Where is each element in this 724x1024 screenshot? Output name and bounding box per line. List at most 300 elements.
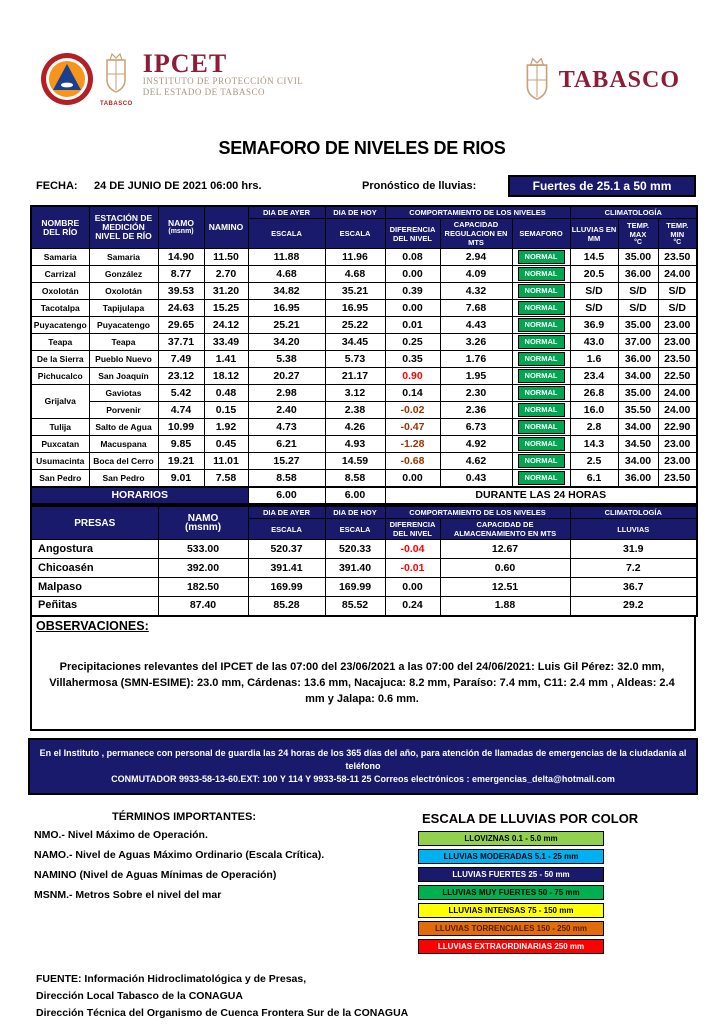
temp-max-cell: 35.00 <box>618 317 658 334</box>
escala-ayer-cell: 34.20 <box>248 334 325 351</box>
tabasco-crest-small <box>100 52 133 107</box>
temp-min-cell: 23.50 <box>658 249 697 266</box>
termino-item: NAMO.- Nivel de Aguas Máximo Ordinario (Escala Crítica). <box>34 848 325 861</box>
lluvia-cell: 1.6 <box>570 351 618 368</box>
semaforo-status-badge: NORMAL <box>518 284 565 298</box>
presa-escala-hoy-cell: 169.99 <box>325 578 385 597</box>
presa-capacidad-cell: 12.51 <box>440 578 570 597</box>
namo-cell: 14.90 <box>158 249 204 266</box>
termino-item: NMO.- Nivel Máximo de Operación. <box>34 828 208 841</box>
semaforo-status-badge: NORMAL <box>518 369 565 383</box>
observaciones-box <box>30 617 696 731</box>
escala-hoy-cell: 16.95 <box>325 300 385 317</box>
semaforo-status-badge: NORMAL <box>518 352 565 366</box>
river-row <box>31 317 697 334</box>
rain-scale-swatch: LLUVIAS FUERTES 25 - 50 mm <box>418 867 604 882</box>
namo-cell: 19.21 <box>158 453 204 470</box>
river-row <box>31 436 697 453</box>
presa-escala-hoy-cell: 520.33 <box>325 540 385 559</box>
diferencia-cell: 0.25 <box>385 334 440 351</box>
semaforo-cell <box>512 351 570 368</box>
river-name-cell: Teapa <box>31 334 89 351</box>
semaforo-cell <box>512 368 570 385</box>
escala-ayer-cell: 4.68 <box>248 266 325 283</box>
col-temp-min <box>658 219 697 249</box>
namino-cell: 11.50 <box>204 249 248 266</box>
namo-cell: 10.99 <box>158 419 204 436</box>
semaforo-cell <box>512 436 570 453</box>
presa-name-cell: Peñitas <box>31 597 158 616</box>
col-presas-capacidad: CAPACIDAD DE ALMACENAMIENTO EN MTS <box>440 519 570 540</box>
header-logos <box>0 49 724 128</box>
col-diferencia: DIFERENCIA DEL NIVEL <box>385 219 440 249</box>
col-presas-dia-ayer: DIA DE AYER <box>248 506 325 519</box>
rain-scale-swatch: LLUVIAS INTENSAS 75 - 150 mm <box>418 903 604 918</box>
station-cell: Gaviotas <box>89 385 158 402</box>
temp-min-cell: S/D <box>658 283 697 300</box>
escala-ayer-cell: 2.98 <box>248 385 325 402</box>
capacidad-cell: 2.94 <box>440 249 512 266</box>
presa-row <box>31 559 697 578</box>
namino-cell: 15.25 <box>204 300 248 317</box>
capacidad-cell: 0.43 <box>440 470 512 488</box>
escala-hoy-cell: 2.38 <box>325 402 385 419</box>
namino-cell: 33.49 <box>204 334 248 351</box>
river-name-cell: San Pedro <box>31 470 89 488</box>
river-row <box>31 351 697 368</box>
diferencia-cell: -1.28 <box>385 436 440 453</box>
escala-legend <box>418 831 718 954</box>
semaforo-status-badge: NORMAL <box>518 301 565 315</box>
river-name-cell: De la Sierra <box>31 351 89 368</box>
horarios-row <box>31 487 697 504</box>
namo-cell: 8.77 <box>158 266 204 283</box>
river-name-cell: Carrizal <box>31 266 89 283</box>
namo-cell: 4.74 <box>158 402 204 419</box>
col-escala-hoy: ESCALA <box>325 219 385 249</box>
namo-cell: 24.63 <box>158 300 204 317</box>
semaforo-status-badge: NORMAL <box>518 403 565 417</box>
temp-min-cell: 23.00 <box>658 436 697 453</box>
station-cell: González <box>89 266 158 283</box>
escala-hoy-cell: 4.68 <box>325 266 385 283</box>
pronostico-value-badge: Fuertes de 25.1 a 50 mm <box>508 175 696 197</box>
temp-min-cell: 23.50 <box>658 470 697 488</box>
ipcet-subtitle-line2: DEL ESTADO DE TABASCO <box>142 87 266 97</box>
capacidad-cell: 4.43 <box>440 317 512 334</box>
diferencia-cell: 0.00 <box>385 266 440 283</box>
pronostico-label: Pronóstico de lluvias: <box>362 180 477 192</box>
river-row <box>31 249 697 266</box>
station-cell: Pueblo Nuevo <box>89 351 158 368</box>
diferencia-cell: 0.35 <box>385 351 440 368</box>
diferencia-cell: -0.68 <box>385 453 440 470</box>
namo-cell: 9.01 <box>158 470 204 488</box>
semaforo-status-badge: NORMAL <box>518 335 565 349</box>
semaforo-status-badge: NORMAL <box>518 318 565 332</box>
escala-ayer-cell: 20.27 <box>248 368 325 385</box>
diferencia-cell: 0.08 <box>385 249 440 266</box>
escala-lluvias-block <box>418 811 718 957</box>
presa-lluvia-cell: 29.2 <box>570 597 697 616</box>
semaforo-cell <box>512 317 570 334</box>
semaforo-status-badge: NORMAL <box>518 420 565 434</box>
presa-lluvia-cell: 36.7 <box>570 578 697 597</box>
lluvia-cell: 43.0 <box>570 334 618 351</box>
fuente-block <box>36 971 724 1022</box>
horario-ayer: 6.00 <box>248 487 325 504</box>
temp-max-unit: °C <box>634 238 642 246</box>
river-name-cell: Tulija <box>31 419 89 436</box>
station-cell: Salto de Agua <box>89 419 158 436</box>
capacidad-cell: 7.68 <box>440 300 512 317</box>
ipcet-logo <box>40 49 304 107</box>
presa-escala-hoy-cell: 391.40 <box>325 559 385 578</box>
temp-min-cell: 23.00 <box>658 453 697 470</box>
rain-scale-swatch: LLOVIZNAS 0.1 - 5.0 mm <box>418 831 604 846</box>
escala-ayer-cell: 16.95 <box>248 300 325 317</box>
temp-max-cell: 36.00 <box>618 266 658 283</box>
namo-cell: 23.12 <box>158 368 204 385</box>
col-comportamiento: COMPORTAMIENTO DE LOS NIVELES <box>385 206 570 219</box>
temp-max-cell: S/D <box>618 283 658 300</box>
semaforo-status-badge: NORMAL <box>518 267 565 281</box>
semaforo-status-badge: NORMAL <box>518 250 565 264</box>
temp-min-cell: 23.00 <box>658 317 697 334</box>
namino-cell: 18.12 <box>204 368 248 385</box>
namo-unit: (msnm) <box>168 228 194 235</box>
col-capacidad: CAPACIDAD REGULACION EN MTS <box>440 219 512 249</box>
col-presas-namo <box>158 506 248 540</box>
temp-max-cell: S/D <box>618 300 658 317</box>
diferencia-cell: 0.39 <box>385 283 440 300</box>
presa-namo-cell: 182.50 <box>158 578 248 597</box>
col-namino: NAMINO <box>204 206 248 249</box>
presa-escala-hoy-cell: 85.52 <box>325 597 385 616</box>
col-presas: PRESAS <box>31 506 158 540</box>
escala-hoy-cell: 35.21 <box>325 283 385 300</box>
station-cell: San Pedro <box>89 470 158 488</box>
river-name-cell: Usumacinta <box>31 453 89 470</box>
lluvia-cell: 16.0 <box>570 402 618 419</box>
temp-min-cell: 24.00 <box>658 402 697 419</box>
river-name-cell: Samaria <box>31 249 89 266</box>
col-presas-escala-ayer: ESCALA <box>248 519 325 540</box>
observaciones-title: OBSERVACIONES: <box>36 618 149 633</box>
tabasco-logo <box>521 56 680 104</box>
escala-title: ESCALA DE LLUVIAS POR COLOR <box>422 810 639 826</box>
presa-escala-ayer-cell: 391.41 <box>248 559 325 578</box>
fecha-label: FECHA: <box>36 180 78 192</box>
namino-cell: 7.58 <box>204 470 248 488</box>
tabasco-crest-icon <box>521 56 553 104</box>
river-name-cell: Oxolotán <box>31 283 89 300</box>
rain-scale-swatch: LLUVIAS EXTRAORDINARIAS 250 mm <box>418 939 604 954</box>
station-cell: Boca del Cerro <box>89 453 158 470</box>
river-row <box>31 419 697 436</box>
page-title: SEMAFORO DE NIVELES DE RIOS <box>218 138 506 158</box>
temp-max-cell: 35.50 <box>618 402 658 419</box>
presa-lluvia-cell: 7.2 <box>570 559 697 578</box>
presa-row <box>31 540 697 559</box>
namino-cell: 2.70 <box>204 266 248 283</box>
col-presas-comportamiento: COMPORTAMIENTO DE LOS NIVELES <box>385 506 570 519</box>
escala-ayer-cell: 11.88 <box>248 249 325 266</box>
semaforo-status-badge: NORMAL <box>518 437 565 451</box>
namino-cell: 0.45 <box>204 436 248 453</box>
ipcet-subtitle-line1: INSTITUTO DE PROTECCIÓN CIVIL <box>142 76 304 86</box>
lluvia-cell: 26.8 <box>570 385 618 402</box>
capacidad-cell: 4.62 <box>440 453 512 470</box>
presa-name-cell: Chicoasén <box>31 559 158 578</box>
rivers-header-group-row <box>31 206 697 219</box>
temp-min-unit: °C <box>673 238 682 246</box>
semaforo-cell <box>512 334 570 351</box>
semaforo-cell <box>512 453 570 470</box>
river-row <box>31 266 697 283</box>
temp-max-cell: 34.00 <box>618 368 658 385</box>
terminos-title: TÉRMINOS IMPORTANTES: <box>111 810 256 823</box>
rain-scale-swatch: LLUVIAS MODERADAS 5.1 - 25 mm <box>418 849 604 864</box>
capacidad-cell: 4.92 <box>440 436 512 453</box>
river-name-cell: Puyacatengo <box>31 317 89 334</box>
fuente-line1: FUENTE: Información Hidroclimatológica y de Presas, <box>36 972 307 985</box>
namo-cell: 7.49 <box>158 351 204 368</box>
semaforo-cell <box>512 402 570 419</box>
date-forecast-row <box>36 175 696 197</box>
namino-cell: 0.15 <box>204 402 248 419</box>
ipcet-wordmark <box>142 49 304 98</box>
presa-namo-cell: 533.00 <box>158 540 248 559</box>
fecha-value: 24 DE JUNIO DE 2021 06:00 hrs. <box>94 180 262 192</box>
tabasco-wordmark: TABASCO <box>558 66 680 93</box>
river-row <box>31 283 697 300</box>
bottom-section <box>34 811 724 957</box>
namo-cell: 39.53 <box>158 283 204 300</box>
escala-ayer-cell: 15.27 <box>248 453 325 470</box>
presa-diferencia-cell: 0.24 <box>385 597 440 616</box>
termino-item: NAMINO (Nivel de Aguas Mínimas de Operación) <box>34 868 277 881</box>
namino-cell: 1.41 <box>204 351 248 368</box>
lluvia-cell: 14.3 <box>570 436 618 453</box>
temp-max-cell: 35.00 <box>618 385 658 402</box>
lluvia-cell: 2.8 <box>570 419 618 436</box>
observaciones-text: Precipitaciones relevantes del IPCET de las 07:00 del 23/06/2021 a las 07:00 del 24/06/2021: Luis Gil Pérez: 32.0 mm, Villahermosa (SMN-ESIME): 23.0 mm, Cárdenas: 13.6 mm, Nacajuca: 8.2 mm, Paraíso: 7.4 mm, C11: 2.4 mm , Aldeas: 2.4 mm y Jalapa: 0.6 mm. <box>49 660 675 705</box>
presa-row <box>31 578 697 597</box>
escala-hoy-cell: 4.93 <box>325 436 385 453</box>
capacidad-cell: 3.26 <box>440 334 512 351</box>
semaforo-cell <box>512 419 570 436</box>
station-cell: Teapa <box>89 334 158 351</box>
lluvia-cell: 6.1 <box>570 470 618 488</box>
contact-banner <box>28 738 698 795</box>
presa-namo-cell: 87.40 <box>158 597 248 616</box>
diferencia-cell: 0.90 <box>385 368 440 385</box>
horario-24h: DURANTE LAS 24 HORAS <box>385 487 697 504</box>
semaforo-cell <box>512 470 570 488</box>
station-cell: Porvenir <box>89 402 158 419</box>
river-row <box>31 368 697 385</box>
presa-name-cell: Angostura <box>31 540 158 559</box>
station-cell: Tapijulapa <box>89 300 158 317</box>
lluvia-cell: 23.4 <box>570 368 618 385</box>
namo-cell: 5.42 <box>158 385 204 402</box>
escala-hoy-cell: 3.12 <box>325 385 385 402</box>
col-presas-diferencia: DIFERENCIA DEL NIVEL <box>385 519 440 540</box>
station-cell: Oxolotán <box>89 283 158 300</box>
terminos-list <box>34 829 404 901</box>
temp-min-cell: S/D <box>658 300 697 317</box>
escala-ayer-cell: 34.82 <box>248 283 325 300</box>
diferencia-cell: 0.14 <box>385 385 440 402</box>
lluvia-cell: 14.5 <box>570 249 618 266</box>
namo-cell: 29.65 <box>158 317 204 334</box>
temp-max-label: TEMP. MAX <box>627 220 649 239</box>
semaforo-status-badge: NORMAL <box>518 454 565 468</box>
terminos-block <box>34 811 404 957</box>
river-name-cell: Puxcatan <box>31 436 89 453</box>
capacidad-cell: 1.95 <box>440 368 512 385</box>
temp-min-cell: 22.50 <box>658 368 697 385</box>
namino-cell: 24.12 <box>204 317 248 334</box>
col-dia-ayer: DIA DE AYER <box>248 206 325 219</box>
tabasco-crest-small-icon <box>101 52 131 96</box>
col-namo <box>158 206 204 249</box>
rivers-table <box>30 205 698 505</box>
semaforo-cell <box>512 266 570 283</box>
semaforo-status-badge: NORMAL <box>518 386 565 400</box>
presas-namo-unit: (msnm) <box>184 522 222 533</box>
diferencia-cell: -0.47 <box>385 419 440 436</box>
escala-ayer-cell: 6.21 <box>248 436 325 453</box>
temp-min-cell: 24.00 <box>658 266 697 283</box>
semaforo-cell <box>512 385 570 402</box>
presa-lluvia-cell: 31.9 <box>570 540 697 559</box>
contact-line1: En el Instituto , permanece con personal de guardia las 24 horas de los 365 días del año, para atención de llamadas de emergencias de la ciudadanía al teléfono <box>39 747 687 771</box>
crest-caption: TABASCO <box>100 101 133 107</box>
temp-max-cell: 34.00 <box>618 419 658 436</box>
station-cell: San Joaquín <box>89 368 158 385</box>
namino-cell: 11.01 <box>204 453 248 470</box>
escala-hoy-cell: 34.45 <box>325 334 385 351</box>
capacidad-cell: 4.09 <box>440 266 512 283</box>
lluvia-cell: 20.5 <box>570 266 618 283</box>
escala-ayer-cell: 25.21 <box>248 317 325 334</box>
escala-hoy-cell: 14.59 <box>325 453 385 470</box>
presa-diferencia-cell: 0.00 <box>385 578 440 597</box>
station-cell: Macuspana <box>89 436 158 453</box>
river-row <box>31 453 697 470</box>
lluvia-cell: 2.5 <box>570 453 618 470</box>
presa-row <box>31 597 697 616</box>
lluvia-cell: 36.9 <box>570 317 618 334</box>
lluvia-cell: S/D <box>570 283 618 300</box>
semaforo-cell <box>512 249 570 266</box>
temp-min-cell: 23.50 <box>658 351 697 368</box>
col-nombre-rio: NOMBRE DEL RÍO <box>31 206 89 249</box>
rain-scale-swatch: LLUVIAS TORRENCIALES 150 - 250 mm <box>418 921 604 936</box>
presa-diferencia-cell: -0.04 <box>385 540 440 559</box>
escala-ayer-cell: 8.58 <box>248 470 325 488</box>
presa-namo-cell: 392.00 <box>158 559 248 578</box>
presa-capacidad-cell: 12.67 <box>440 540 570 559</box>
presas-header-group-row <box>31 506 697 519</box>
station-cell: Puyacatengo <box>89 317 158 334</box>
capacidad-cell: 6.73 <box>440 419 512 436</box>
presa-name-cell: Malpaso <box>31 578 158 597</box>
semaforo-status-badge: NORMAL <box>518 471 565 485</box>
capacidad-cell: 2.30 <box>440 385 512 402</box>
col-estacion: ESTACIÓN DE MEDICIÓN NIVEL DE RÍO <box>89 206 158 249</box>
presa-escala-ayer-cell: 520.37 <box>248 540 325 559</box>
escala-hoy-cell: 25.22 <box>325 317 385 334</box>
presa-escala-ayer-cell: 169.99 <box>248 578 325 597</box>
namino-cell: 1.92 <box>204 419 248 436</box>
col-presas-dia-hoy: DIA DE HOY <box>325 506 385 519</box>
ipcet-acronym: IPCET <box>142 49 228 78</box>
presa-escala-ayer-cell: 85.28 <box>248 597 325 616</box>
temp-max-cell: 34.00 <box>618 453 658 470</box>
horario-hoy: 6.00 <box>325 487 385 504</box>
station-cell: Samaria <box>89 249 158 266</box>
presa-capacidad-cell: 0.60 <box>440 559 570 578</box>
fuente-line2: Dirección Local Tabasco de la CONAGUA <box>36 989 243 1002</box>
namo-cell: 37.71 <box>158 334 204 351</box>
escala-hoy-cell: 5.73 <box>325 351 385 368</box>
presa-capacidad-cell: 1.88 <box>440 597 570 616</box>
col-presas-climatologia: CLIMATOLOGÍA <box>570 506 697 519</box>
presas-namo-label: NAMO <box>187 513 219 524</box>
namo-label: NAMO <box>168 218 194 228</box>
col-escala-ayer: ESCALA <box>248 219 325 249</box>
namino-cell: 0.48 <box>204 385 248 402</box>
diferencia-cell: 0.00 <box>385 470 440 488</box>
river-name-cell: Grijalva <box>31 385 89 419</box>
col-climatologia: CLIMATOLOGÍA <box>570 206 697 219</box>
temp-max-cell: 37.00 <box>618 334 658 351</box>
col-presas-lluvias: LLUVIAS <box>570 519 697 540</box>
escala-hoy-cell: 4.26 <box>325 419 385 436</box>
escala-hoy-cell: 21.17 <box>325 368 385 385</box>
col-presas-escala-hoy: ESCALA <box>325 519 385 540</box>
termino-item: MSNM.- Metros Sobre el nivel del mar <box>34 888 222 901</box>
namino-cell: 31.20 <box>204 283 248 300</box>
temp-min-label: TEMP. MIN <box>666 220 689 239</box>
capacidad-cell: 2.36 <box>440 402 512 419</box>
col-semaforo: SEMAFORO <box>512 219 570 249</box>
diferencia-cell: 0.01 <box>385 317 440 334</box>
temp-max-cell: 36.00 <box>618 351 658 368</box>
temp-max-cell: 34.50 <box>618 436 658 453</box>
horarios-label: HORARIOS <box>31 487 248 504</box>
lluvia-cell: S/D <box>570 300 618 317</box>
fuente-line3: Dirección Técnica del Organismo de Cuenca Frontera Sur de la CONAGUA <box>36 1006 409 1019</box>
river-row <box>31 334 697 351</box>
temp-max-cell: 35.00 <box>618 249 658 266</box>
river-name-cell: Tacotalpa <box>31 300 89 317</box>
temp-max-cell: 36.00 <box>618 470 658 488</box>
col-temp-max <box>618 219 658 249</box>
semaforo-cell <box>512 300 570 317</box>
proteccion-civil-seal-icon <box>40 52 94 106</box>
temp-min-cell: 24.00 <box>658 385 697 402</box>
river-row <box>31 470 697 488</box>
river-name-cell: Pichucalco <box>31 368 89 385</box>
semaforo-cell <box>512 283 570 300</box>
river-row <box>31 300 697 317</box>
presa-diferencia-cell: -0.01 <box>385 559 440 578</box>
escala-ayer-cell: 2.40 <box>248 402 325 419</box>
